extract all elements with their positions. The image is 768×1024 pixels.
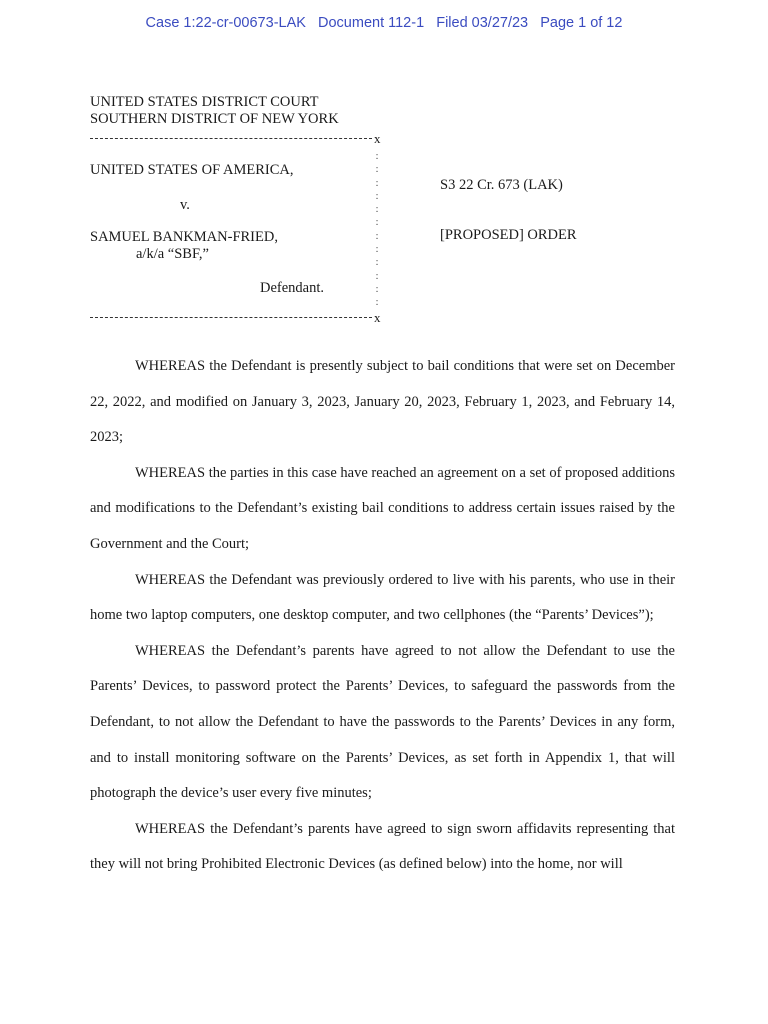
caption-colon-column bbox=[373, 150, 381, 310]
versus-label: v. bbox=[180, 197, 190, 213]
caption-top-divider bbox=[90, 138, 372, 139]
defendant-alias: a/k/a “SBF,” bbox=[136, 246, 209, 262]
plaintiff-name: UNITED STATES OF AMERICA, bbox=[90, 162, 294, 178]
ecf-filing-header: Case 1:22-cr-00673-LAK Document 112-1 Filed 03/27/23 Page 1 of 12 bbox=[145, 15, 623, 31]
order-body bbox=[90, 349, 675, 883]
case-number: S3 22 Cr. 673 (LAK) bbox=[440, 177, 563, 193]
caption-bottom-divider bbox=[90, 317, 372, 318]
whereas-paragraph-2: WHEREAS the parties in this case have reached an agreement on a set of proposed additions and modifications to the Defendant’s existing bail conditions to address certain issues raised by the Government and the Court; bbox=[90, 464, 675, 552]
defendant-label: Defendant. bbox=[260, 280, 325, 296]
whereas-paragraph-1: WHEREAS the Defendant is presently subject to bail conditions that were set on December 22, 2022, and modified on January 3, 2023, January 20, 2023, February 1, 2023, and February 14, 2023; bbox=[90, 358, 675, 446]
court-name: UNITED STATES DISTRICT COURT bbox=[90, 94, 319, 110]
whereas-paragraph-4: WHEREAS the Defendant’s parents have agreed to not allow the Defendant to use the Parents’ Devices, to password protect the Parents’ Devices, to safeguard the passwords from the Defendant, to not allow the Defendant to have the passwords to the Parents’ Devices in any form, and to install monitoring software on the Parents’ Devices, as set forth in Appendix 1, that will photograph the device’s user every five minutes; bbox=[90, 642, 675, 802]
caption-bottom-x: x bbox=[374, 310, 381, 325]
defendant-name: SAMUEL BANKMAN-FRIED, bbox=[90, 229, 278, 245]
whereas-paragraph-5: WHEREAS the Defendant’s parents have agreed to sign sworn affidavits representing that they will not bring Prohibited Electronic Devices (as defined below) into the home, nor will bbox=[90, 820, 675, 873]
document-title: [PROPOSED] ORDER bbox=[440, 227, 577, 243]
court-district: SOUTHERN DISTRICT OF NEW YORK bbox=[90, 111, 339, 127]
whereas-paragraph-3: WHEREAS the Defendant was previously ordered to live with his parents, who use in their home two laptop computers, one desktop computer, and two cellphones (the “Parents’ Devices”); bbox=[90, 571, 675, 624]
caption-top-x: x bbox=[374, 131, 381, 146]
caption-colons: : : : : : : : : : : : : bbox=[375, 150, 379, 309]
